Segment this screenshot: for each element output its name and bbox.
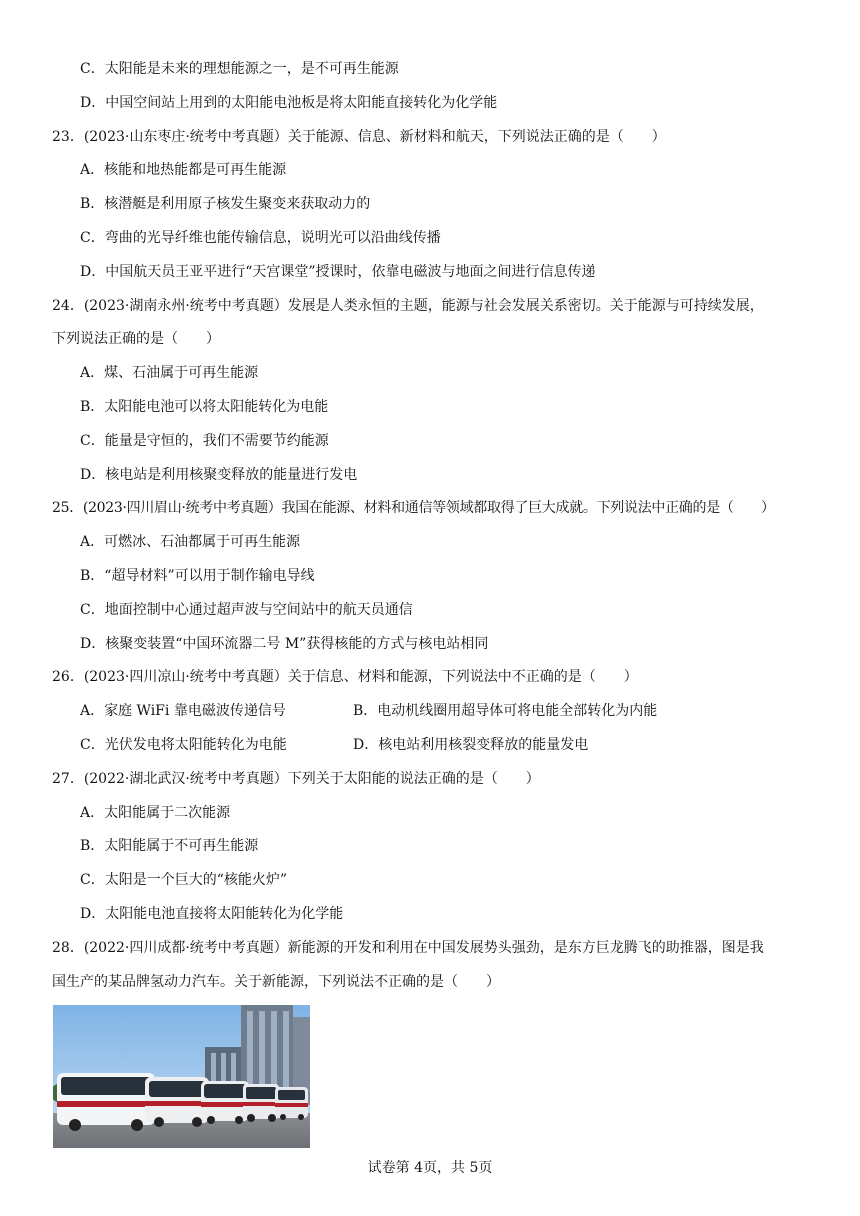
hydrogen-bus-photo xyxy=(53,1005,310,1148)
q24-option-c: C．能量是守恒的，我们不需要节约能源 xyxy=(80,433,329,449)
question-27-stem: 27．(2022·湖北武汉·统考中考真题）下列关于太阳能的说法正确的是（ ） xyxy=(52,771,540,787)
option-c: C．太阳能是未来的理想能源之一，是不可再生能源 xyxy=(80,61,399,77)
page-footer: 试卷第 4页，共 5页 xyxy=(367,1160,493,1176)
q26-option-d: D．核电站利用核裂变释放的能量发电 xyxy=(353,737,589,753)
q23-option-a: A．核能和地热能都是可再生能源 xyxy=(80,162,287,178)
q26-option-a: A．家庭 WiFi 靠电磁波传递信号 xyxy=(80,703,286,719)
question-23-stem: 23．(2023·山东枣庄·统考中考真题）关于能源、信息、新材料和航天，下列说法正确的是（ ） xyxy=(52,129,666,145)
bus-illustration xyxy=(53,1005,310,1148)
question-24-stem-cont: 下列说法正确的是（ ） xyxy=(52,331,220,347)
q25-option-c: C．地面控制中心通过超声波与空间站中的航天员通信 xyxy=(80,602,413,618)
q24-option-a: A．煤、石油属于可再生能源 xyxy=(80,365,259,381)
q23-option-b: B．核潜艇是利用原子核发生聚变来获取动力的 xyxy=(80,196,371,212)
q25-option-a: A．可燃冰、石油都属于可再生能源 xyxy=(80,534,301,550)
q23-option-c: C．弯曲的光导纤维也能传输信息，说明光可以沿曲线传播 xyxy=(80,230,441,246)
q24-option-b: B．太阳能电池可以将太阳能转化为电能 xyxy=(80,399,329,415)
q26-option-b: B．电动机线圈用超导体可将电能全部转化为内能 xyxy=(353,703,658,719)
question-26-stem: 26．(2023·四川凉山·统考中考真题）关于信息、材料和能源，下列说法中不正确的是（ ） xyxy=(52,669,638,685)
q25-option-b: B．“超导材料”可以用于制作输电导线 xyxy=(80,568,315,584)
option-d: D．中国空间站上用到的太阳能电池板是将太阳能直接转化为化学能 xyxy=(80,95,498,111)
q26-option-c: C．光伏发电将太阳能转化为电能 xyxy=(80,737,287,753)
question-24-stem: 24．(2023·湖南永州·统考中考真题）发展是人类永恒的主题，能源与社会发展关系密切。关于能源与可持续发展， xyxy=(52,298,764,314)
q27-option-b: B．太阳能属于不可再生能源 xyxy=(80,838,259,854)
q24-option-d: D．核电站是利用核聚变释放的能量进行发电 xyxy=(80,467,358,483)
q27-option-a: A．太阳能属于二次能源 xyxy=(80,805,231,821)
question-28-stem-cont: 国生产的某品牌氢动力汽车。关于新能源，下列说法不正确的是（ ） xyxy=(52,974,500,990)
question-25-stem: 25．(2023·四川眉山·统考中考真题）我国在能源、材料和通信等领域都取得了巨大成就。下列说法中正确的是（ ） xyxy=(52,500,775,516)
q25-option-d: D．核聚变装置“中国环流器二号 M”获得核能的方式与核电站相同 xyxy=(80,636,489,652)
q23-option-d: D．中国航天员王亚平进行“天宫课堂”授课时，依靠电磁波与地面之间进行信息传递 xyxy=(80,264,596,280)
q27-option-d: D．太阳能电池直接将太阳能转化为化学能 xyxy=(80,906,344,922)
question-28-stem: 28．(2022·四川成都·统考中考真题）新能源的开发和利用在中国发展势头强劲，是东方巨龙腾飞的助推器，图是我 xyxy=(52,940,764,956)
q27-option-c: C．太阳是一个巨大的“核能火炉” xyxy=(80,872,288,888)
